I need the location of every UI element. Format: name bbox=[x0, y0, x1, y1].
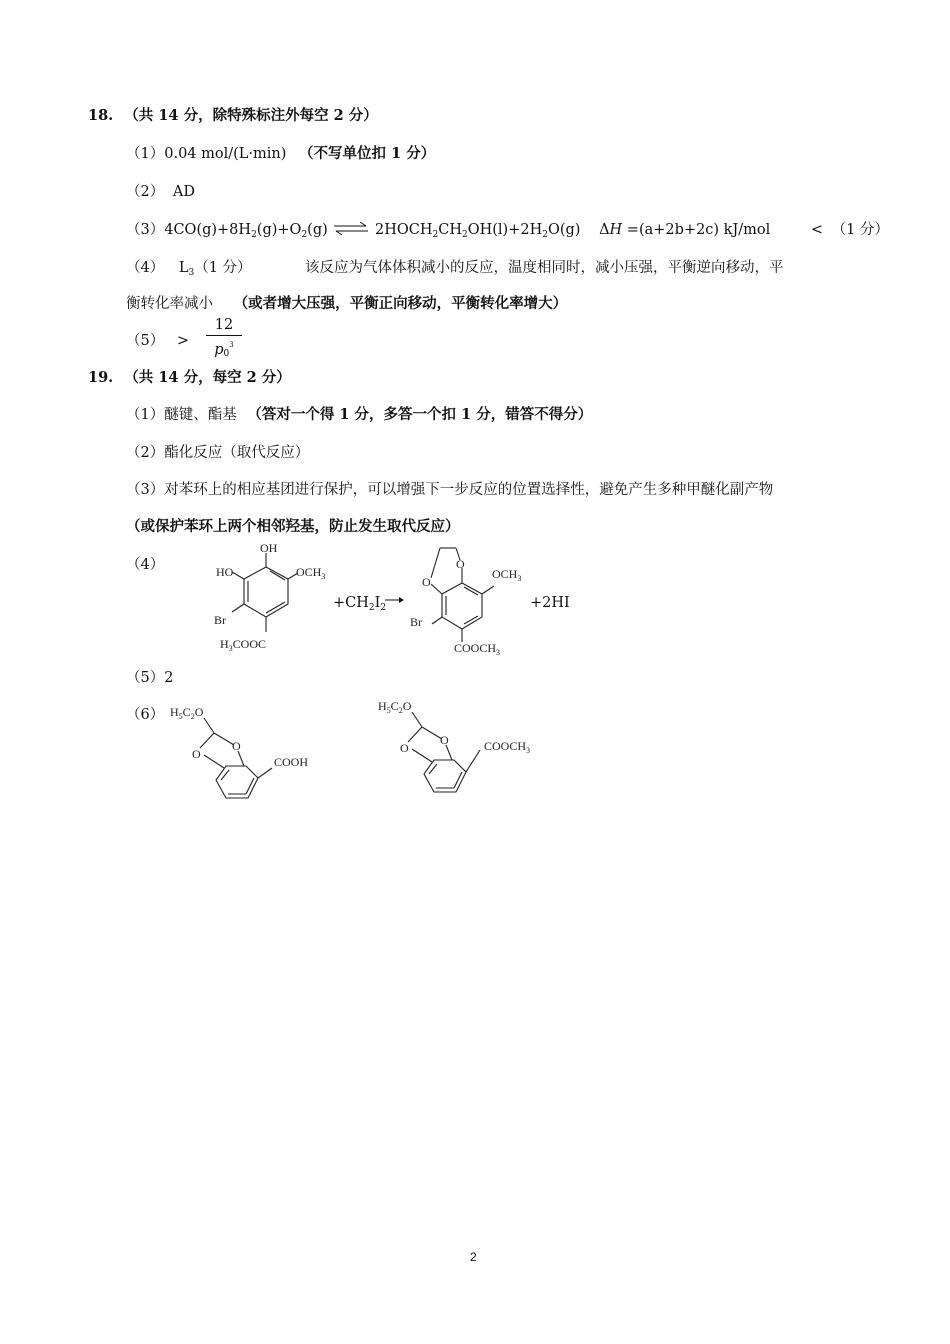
q18-heading bbox=[88, 107, 378, 125]
alternative-answer: （或者增大压强，平衡正向移动，平衡转化率增大） bbox=[233, 295, 568, 312]
answer-label: （1） bbox=[126, 407, 165, 423]
score-note: （1 分） bbox=[831, 222, 890, 238]
answer-value: $L_3$ bbox=[178, 260, 195, 278]
answer-value: 2 bbox=[164, 670, 174, 686]
q19-answer-1 bbox=[126, 406, 592, 424]
equation-lhs: $4CO(g)+8H_2(g)+O_2(g)$ bbox=[164, 222, 328, 240]
q19-answer-3 bbox=[126, 481, 773, 499]
comparison-sign: > bbox=[176, 333, 189, 349]
q18-answer-5 bbox=[126, 332, 189, 350]
svg-text:O: O bbox=[192, 747, 201, 761]
svg-text:O: O bbox=[232, 739, 241, 753]
svg-text:O: O bbox=[422, 575, 431, 589]
svg-text:COOCH3: $COOCH_3$ bbox=[454, 641, 501, 657]
svg-text:COOCH3: $COOCH_3$ bbox=[484, 739, 531, 755]
answer-label: （4） bbox=[126, 260, 165, 276]
answer-structure-acid bbox=[166, 700, 326, 810]
svg-text:O: O bbox=[400, 741, 409, 755]
reason-continuation: 衡转化率减小 bbox=[126, 296, 213, 312]
score-note: （1 分） bbox=[194, 260, 252, 276]
answer-value: 醚键、酯基 bbox=[164, 407, 237, 423]
answer-label: （1） bbox=[126, 146, 165, 162]
grading-note: （不写单位扣 1 分） bbox=[299, 145, 436, 162]
answer-label: （2） bbox=[126, 445, 165, 461]
fraction-denominator: $p0^3$ bbox=[214, 341, 234, 359]
answer-label: （3） bbox=[126, 222, 165, 238]
svg-text:H5C2O: $H_5C_2O$ bbox=[378, 699, 412, 715]
q18-number: 18. bbox=[88, 107, 114, 124]
answer-value: 对苯环上的相应基团进行保护，可以增强下一步反应的位置选择性，避免产生多种甲醚化副产物 bbox=[164, 482, 774, 498]
q18-answer-2 bbox=[126, 183, 195, 201]
svg-text:O: O bbox=[456, 557, 465, 571]
q18-answer-4 bbox=[126, 259, 252, 277]
svg-text:HO: HO bbox=[216, 565, 234, 579]
svg-text:Br: Br bbox=[214, 613, 226, 627]
grading-note: （答对一个得 1 分，多答一个扣 1 分，错答不得分） bbox=[247, 406, 593, 423]
svg-text:OCH3: $OCH_3$ bbox=[492, 567, 522, 583]
q18-header: （共 14 分，除特殊标注外每空 2 分） bbox=[124, 107, 378, 124]
comparison-sign: < bbox=[810, 222, 824, 238]
answer-label: （3） bbox=[126, 482, 165, 498]
answer-structure-ester bbox=[374, 694, 564, 806]
equation-rhs: $2HOCH_2CH_2OH(l)+2H_2O(g)$ bbox=[375, 222, 581, 240]
fraction bbox=[206, 316, 242, 363]
q19-answer-3-alt: （或保护苯环上两个相邻羟基，防止发生取代反应） bbox=[126, 518, 460, 535]
q19-heading bbox=[88, 369, 291, 387]
enthalpy-change: ΔH =(a+2b+2c) kJ/mol bbox=[599, 222, 771, 238]
svg-text:COOH: COOH bbox=[274, 755, 309, 769]
answer-value: 0.04 mol/(L·min) bbox=[164, 146, 287, 162]
fraction-numerator: 12 bbox=[206, 316, 242, 336]
q19-number: 19. bbox=[88, 369, 114, 386]
reaction-arrow-icon bbox=[384, 595, 406, 605]
svg-text:H5C2O: $H_5C_2O$ bbox=[170, 705, 204, 721]
svg-text:Br: Br bbox=[410, 615, 422, 629]
reactant-structure bbox=[208, 540, 328, 655]
q19-answer-5 bbox=[126, 669, 173, 687]
q19-answer-2 bbox=[126, 444, 309, 462]
reaction-byproduct: +2HI bbox=[530, 595, 570, 611]
answer-value: 酯化反应（取代反应） bbox=[164, 445, 310, 461]
svg-text:O: O bbox=[440, 733, 449, 747]
svg-text:H3COOC: $H_3COOC$ bbox=[220, 637, 267, 653]
answer-label: （5） bbox=[126, 670, 165, 686]
equilibrium-arrow-icon bbox=[332, 222, 370, 236]
page-number: 2 bbox=[470, 1250, 477, 1264]
svg-text:OH: OH bbox=[260, 541, 278, 555]
answer-value: AD bbox=[172, 184, 195, 200]
q18-answer-1 bbox=[126, 145, 435, 163]
q19-answer-4-label: （4） bbox=[126, 557, 165, 573]
q18-answer-3 bbox=[126, 221, 889, 239]
product-structure bbox=[404, 538, 529, 658]
svg-text:OCH3: $OCH_3$ bbox=[296, 565, 326, 581]
q19-header: （共 14 分，每空 2 分） bbox=[124, 369, 291, 386]
reaction-reagent: $+CH_2I_2$ bbox=[333, 595, 387, 613]
q18-answer-4-reason: 该反应为气体体积减小的反应，温度相同时，减小压强，平衡逆向移动，平 bbox=[305, 260, 784, 276]
answer-label: （2） bbox=[126, 184, 165, 200]
q19-answer-6-label: （6） bbox=[126, 707, 165, 723]
q18-answer-4-reason-cont bbox=[126, 295, 567, 313]
answer-label: （5） bbox=[126, 333, 165, 349]
